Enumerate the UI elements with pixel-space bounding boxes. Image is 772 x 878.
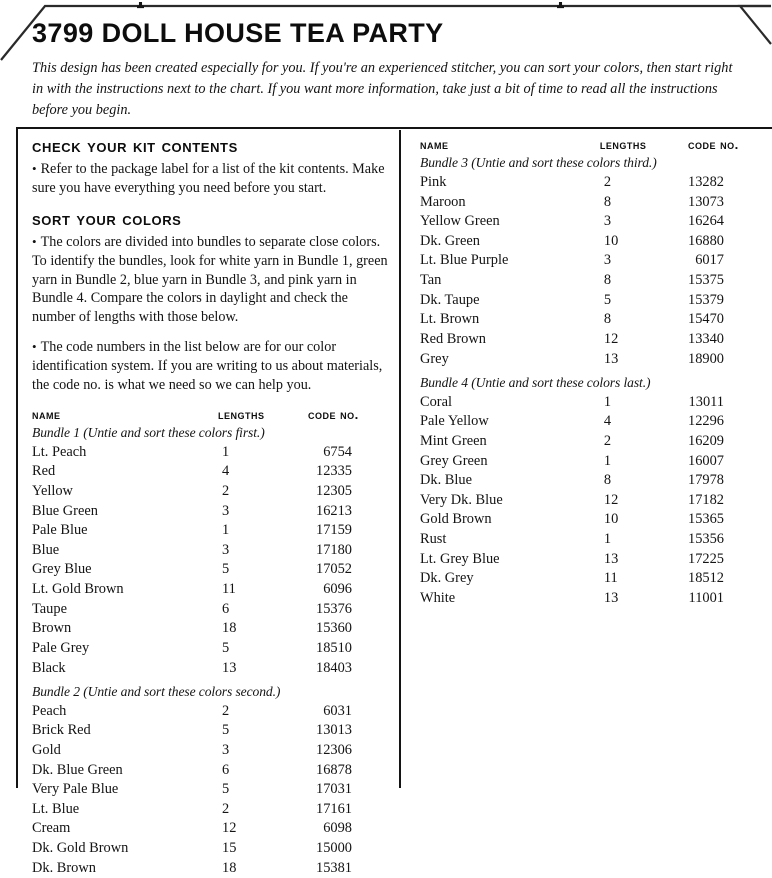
lengths-cell: 8 — [603, 472, 612, 489]
table-row — [32, 658, 388, 678]
color-name-cell: Grey Green — [420, 452, 488, 469]
table-row — [420, 392, 760, 412]
lengths-cell: 5 — [222, 561, 230, 578]
lengths-cell: 3 — [222, 541, 230, 558]
color-name-cell: Lt. Brown — [420, 311, 480, 328]
color-name-cell: Rust — [420, 531, 447, 547]
right-column — [420, 136, 760, 608]
table-row — [420, 529, 760, 549]
color-name-cell: Taupe — [32, 600, 67, 617]
check-kit-bullet-text: Refer to the package label for a list of the kit contents. Make sure you have everything you need before you start. — [32, 161, 385, 196]
code-no-cell: 15381 — [316, 859, 352, 876]
color-name-cell: Black — [32, 659, 66, 676]
table-row — [32, 780, 388, 800]
color-name-cell: Dk. Taupe — [420, 291, 480, 308]
lengths-cell: 12 — [603, 330, 619, 347]
lengths-cell: 11 — [222, 581, 236, 598]
code-no-cell: 15360 — [316, 620, 352, 637]
lengths-cell: 5 — [222, 722, 230, 739]
code-no-cell: 6017 — [695, 252, 724, 269]
color-name-cell: Dk. Grey — [420, 570, 474, 587]
lengths-cell: 10 — [603, 511, 619, 528]
section-heading-check-kit: check your kit contents — [32, 136, 238, 157]
sort-colors-bullet-1-text: The colors are divided into bundles to separate close colors. To identify the bundles, look for white yarn in Bundle 1, green yarn in Bundle 2, blue yarn in Bundle 3, and pink yarn in Bundle 4. Compare the colors in daylight and check the number of lengths with those below. — [32, 233, 388, 326]
code-no-cell: 6098 — [323, 820, 352, 837]
bundle-caption-row — [420, 153, 760, 172]
lengths-cell: 5 — [222, 781, 230, 798]
code-no-cell: 15375 — [688, 272, 724, 289]
code-no-cell: 15365 — [688, 511, 724, 528]
document-header — [0, 0, 772, 121]
lengths-cell: 13 — [603, 589, 619, 606]
table-row — [420, 212, 760, 232]
bundle-caption: Bundle 4 (Untie and sort these colors last.) — [420, 374, 651, 390]
code-no-cell: 12296 — [688, 413, 724, 430]
code-no-cell: 18900 — [688, 350, 724, 367]
table-row — [420, 231, 760, 251]
bundle-caption: Bundle 3 (Untie and sort these colors third.) — [420, 155, 657, 170]
header-divider — [16, 127, 772, 129]
code-no-cell: 12335 — [316, 463, 352, 480]
bullet-icon: • — [32, 161, 37, 176]
column-header-code: code no. — [688, 137, 739, 152]
color-name-cell: Yellow — [32, 482, 73, 499]
bundle-caption: Bundle 1 (Untie and sort these colors first.) — [32, 424, 265, 440]
bundle-caption: Bundle 2 (Untie and sort these colors second.) — [32, 683, 281, 699]
column-header-code: code no. — [308, 406, 359, 422]
lengths-cell: 13 — [603, 350, 619, 367]
lengths-cell: 2 — [603, 432, 612, 449]
code-no-cell: 15379 — [688, 291, 724, 308]
code-no-cell: 18510 — [316, 639, 352, 656]
table-row — [420, 172, 760, 192]
sort-colors-bullet-1 — [32, 233, 388, 327]
table-row — [32, 580, 388, 600]
color-name-cell: Red Brown — [420, 330, 486, 347]
color-name-cell: Blue Green — [32, 502, 98, 519]
table-row — [420, 588, 760, 608]
lengths-cell: 1 — [222, 443, 230, 460]
column-header-lengths: lengths — [218, 406, 265, 422]
table-row — [420, 271, 760, 291]
color-name-cell: Grey Blue — [32, 561, 92, 578]
color-name-cell: Pale Blue — [32, 522, 88, 539]
column-header-name: name — [32, 406, 61, 422]
table-body-right — [420, 153, 760, 608]
code-no-cell: 16878 — [316, 761, 352, 778]
lengths-cell: 2 — [222, 482, 230, 499]
code-no-cell: 17159 — [316, 522, 352, 539]
table-row — [420, 349, 760, 369]
code-no-cell: 16264 — [688, 213, 724, 230]
code-no-cell: 13340 — [688, 330, 724, 347]
table-row — [32, 462, 388, 482]
table-row — [420, 412, 760, 432]
table-row — [32, 560, 388, 580]
code-no-cell: 17161 — [316, 800, 352, 817]
table-row — [420, 431, 760, 451]
color-name-cell: Dk. Gold Brown — [32, 840, 129, 856]
code-no-cell: 16213 — [316, 502, 352, 519]
table-row — [420, 290, 760, 310]
color-name-cell: White — [420, 589, 456, 606]
lengths-cell: 3 — [222, 502, 230, 519]
color-name-cell: Maroon — [420, 193, 466, 210]
color-name-cell: Very Pale Blue — [32, 781, 119, 798]
lengths-cell: 8 — [603, 193, 612, 210]
table-row — [32, 721, 388, 741]
lengths-cell: 10 — [603, 232, 619, 249]
color-name-cell: Tan — [420, 272, 442, 289]
table-header-row — [32, 406, 388, 423]
table-row — [32, 701, 388, 721]
color-name-cell: Grey — [420, 350, 449, 367]
table-row — [420, 569, 760, 589]
color-name-cell: Dk. Blue — [420, 472, 472, 489]
table-row — [32, 521, 388, 541]
table-row — [32, 819, 388, 839]
color-name-cell: Brick Red — [32, 722, 91, 739]
table-row — [32, 858, 388, 878]
table-row — [420, 549, 760, 569]
color-name-cell: Coral — [420, 393, 452, 410]
bundle-caption-row — [420, 369, 760, 392]
table-row — [32, 799, 388, 819]
code-no-cell: 13073 — [688, 193, 724, 210]
table-row — [420, 451, 760, 471]
color-name-cell: Lt. Blue Purple — [420, 252, 509, 269]
table-row — [32, 501, 388, 521]
color-name-cell: Dk. Brown — [32, 859, 96, 876]
color-name-cell: Lt. Blue — [32, 800, 80, 817]
lengths-cell: 4 — [222, 463, 230, 480]
color-name-cell: Pale Yellow — [420, 413, 489, 430]
color-name-cell: Pale Grey — [32, 639, 90, 656]
code-no-cell: 18403 — [316, 659, 352, 676]
lengths-cell: 2 — [222, 702, 230, 719]
lengths-cell: 1 — [603, 531, 612, 547]
table-header-row — [420, 136, 760, 153]
lengths-cell: 1 — [603, 452, 612, 469]
lengths-cell: 6 — [222, 600, 230, 617]
left-column — [32, 136, 388, 878]
table-row — [420, 471, 760, 491]
table-row — [32, 599, 388, 619]
color-list-table-left — [32, 406, 388, 878]
code-no-cell: 15356 — [688, 531, 724, 547]
bundle-caption-row — [32, 423, 388, 442]
lengths-cell: 6 — [222, 761, 230, 778]
table-row — [32, 760, 388, 780]
code-no-cell: 17978 — [688, 472, 724, 489]
lengths-cell: 2 — [603, 173, 612, 190]
lengths-cell: 3 — [222, 741, 230, 758]
lengths-cell: 8 — [603, 272, 612, 289]
code-no-cell: 15000 — [316, 840, 352, 856]
bullet-icon: • — [32, 233, 37, 249]
lengths-cell: 1 — [603, 393, 612, 410]
code-no-cell: 17182 — [688, 491, 724, 508]
lengths-cell: 11 — [603, 570, 618, 587]
lengths-cell: 13 — [603, 550, 619, 567]
code-no-cell: 17180 — [316, 541, 352, 558]
lengths-cell: 18 — [222, 620, 237, 637]
color-name-cell: Dk. Green — [420, 232, 480, 249]
code-no-cell: 17031 — [316, 781, 352, 798]
color-list-table-right — [420, 136, 760, 608]
code-no-cell: 16209 — [688, 432, 724, 449]
lengths-cell: 15 — [222, 840, 237, 856]
sort-colors-bullet-2 — [32, 338, 388, 395]
code-no-cell: 13282 — [688, 173, 724, 190]
color-name-cell: Lt. Gold Brown — [32, 581, 124, 598]
lengths-cell: 2 — [222, 800, 230, 817]
sort-colors-bullet-2-text: The code numbers in the list below are for our color identification system. If you are writing to us about materials, the code no. is what we need so we can help you. — [32, 339, 383, 393]
color-name-cell: Blue — [32, 541, 60, 558]
code-no-cell: 15470 — [688, 311, 724, 328]
code-no-cell: 12305 — [316, 482, 352, 499]
lengths-cell: 4 — [603, 413, 612, 430]
column-header-name: name — [420, 137, 449, 152]
table-row — [32, 442, 388, 462]
table-row — [420, 329, 760, 349]
table-row — [32, 638, 388, 658]
intro-paragraph: This design has been created especially for you. If you're an experienced stitcher, you can sort your colors, then start right in with the instructions next to the chart. If you want more information, take just a bit of time to read all the instructions before you begin. — [32, 60, 733, 118]
table-row — [32, 540, 388, 560]
page-title: 3799 DOLL HOUSE TEA PARTY — [32, 18, 444, 48]
table-row — [420, 251, 760, 271]
code-no-cell: 13013 — [316, 722, 352, 739]
code-no-cell: 6754 — [323, 443, 352, 460]
lengths-cell: 3 — [603, 252, 612, 269]
lengths-cell: 18 — [222, 859, 237, 876]
lengths-cell: 3 — [603, 213, 612, 230]
code-no-cell: 13011 — [688, 393, 724, 410]
bundle-caption-row — [32, 678, 388, 701]
table-row — [420, 192, 760, 212]
code-no-cell: 17225 — [688, 550, 724, 567]
code-no-cell: 17052 — [316, 561, 352, 578]
lengths-cell: 13 — [222, 659, 237, 676]
column-header-lengths: lengths — [599, 137, 647, 152]
lengths-cell: 12 — [603, 491, 619, 508]
code-no-cell: 18512 — [688, 570, 724, 587]
bullet-icon: • — [32, 339, 37, 355]
table-row — [420, 490, 760, 510]
code-no-cell: 16880 — [688, 232, 724, 249]
lengths-cell: 1 — [222, 522, 230, 539]
check-kit-bullet — [32, 160, 388, 198]
section-heading-sort-colors: sort your colors — [32, 208, 182, 230]
color-name-cell: Lt. Grey Blue — [420, 550, 500, 567]
code-no-cell: 6096 — [323, 581, 352, 598]
color-name-cell: Dk. Blue Green — [32, 761, 123, 778]
table-row — [32, 740, 388, 760]
color-name-cell: Red — [32, 463, 56, 480]
table-row — [420, 310, 760, 330]
code-no-cell: 11001 — [688, 589, 724, 606]
color-name-cell: Lt. Peach — [32, 443, 87, 460]
color-name-cell: Mint Green — [420, 432, 487, 449]
code-no-cell: 6031 — [323, 702, 352, 719]
code-no-cell: 15376 — [316, 600, 352, 617]
table-row — [32, 838, 388, 858]
lengths-cell: 8 — [603, 311, 612, 328]
color-name-cell: Pink — [420, 173, 447, 190]
table-row — [32, 619, 388, 639]
lengths-cell: 12 — [222, 820, 237, 837]
lengths-cell: 5 — [222, 639, 230, 656]
color-name-cell: Peach — [32, 702, 67, 719]
color-name-cell: Very Dk. Blue — [420, 491, 503, 508]
table-body-left — [32, 423, 388, 878]
color-name-cell: Yellow Green — [420, 213, 500, 230]
color-name-cell: Brown — [32, 620, 72, 637]
table-row — [420, 510, 760, 530]
code-no-cell: 16007 — [688, 452, 724, 469]
code-no-cell: 12306 — [316, 741, 352, 758]
table-row — [32, 481, 388, 501]
body-columns — [0, 136, 772, 876]
color-name-cell: Gold Brown — [420, 511, 492, 528]
color-name-cell: Gold — [32, 741, 61, 758]
lengths-cell: 5 — [603, 291, 612, 308]
color-name-cell: Cream — [32, 820, 71, 837]
